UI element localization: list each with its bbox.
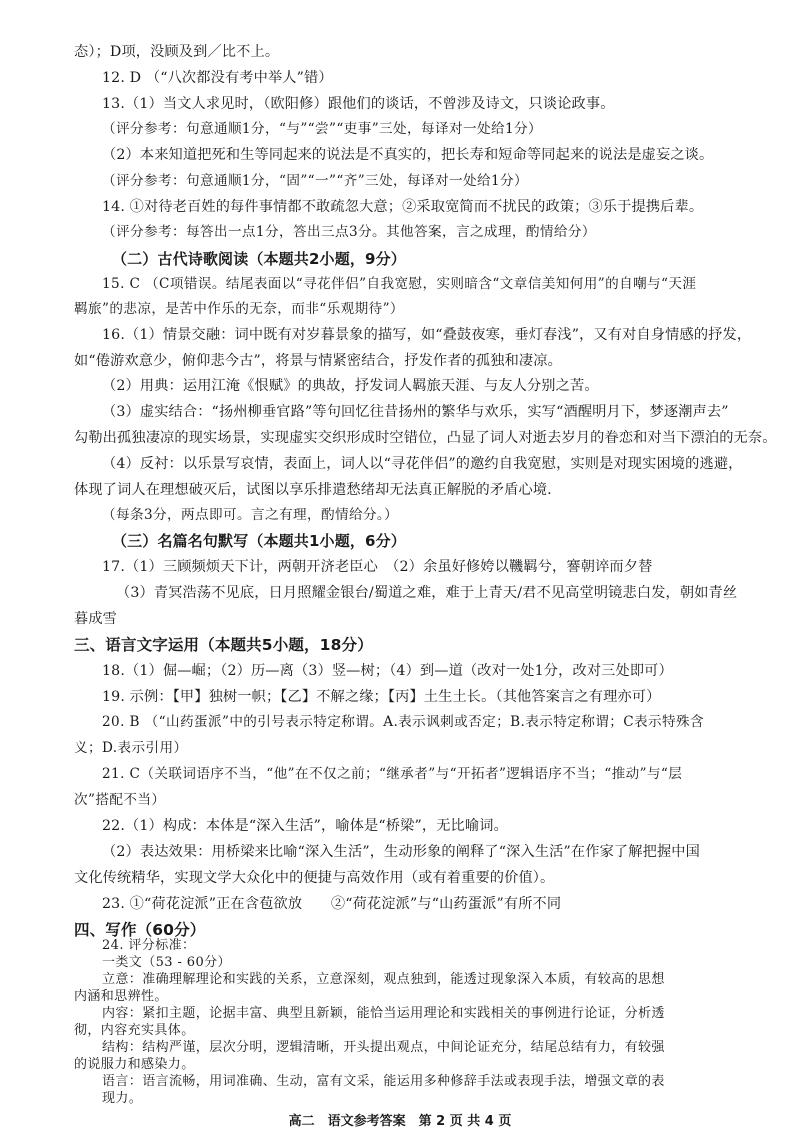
text-line: 13.（1）当文人求见时，（欧阳修）跟他们的谈话，不曾涉及诗文，只谈论政事。: [102, 96, 615, 112]
text-line: 21. C（关联词语序不当，“他”在不仅之前；“继承者”与“开拓者”逻辑语序不当；“推动”与“层: [102, 766, 683, 782]
text-line: 16.（1）情景交融：词中既有对岁暮景象的描写，如“叠鼓夜寒，垂灯春浅”，又有对自身情感的抒发，: [102, 327, 752, 343]
text-line: （3）青冥浩荡不见底，日月照耀金银台/蜀道之难，难于上青天/君不见高堂明镜悲白发，朝如青丝: [116, 585, 738, 601]
text-line: 12. D （“八次都没有考中举人”错）: [102, 70, 333, 86]
section-heading: 三、语言文字运用（本题共5小题，18分）: [74, 636, 373, 654]
text-line: 14. ①对待老百姓的每件事情都不敢疏忽大意；②采取宽简而不扰民的政策；③乐于提携后辈。: [102, 199, 704, 215]
text-line: 文化传统精华，实现文学大众化中的便捷与高效作用（或有着重要的价值）。: [74, 870, 555, 886]
text-line: 暮成雪: [74, 611, 118, 627]
text-line: 24. 评分标准：: [102, 938, 196, 953]
scoring-note: （评分参考：句意通顺1分，“固”“一”“齐”三处，每译对一处给1分）: [102, 173, 529, 189]
text-line: 15. C （C项错误。结尾表面以“寻花伴侣”自我宽慰，实则暗含“文章信美知何用”的自嘲与“天涯: [102, 276, 697, 292]
text-line: 如“倦游欢意少，俯仰悲今古”，将景与情紧密结合，抒发作者的孤独和凄凉。: [74, 353, 562, 369]
text-line: （4）反衬：以乐景写哀情，表面上，词人以“寻花伴侣”的邀约自我宽慰，实则是对现实困境的逃避，: [102, 456, 743, 472]
text-line: 的说服力和感染力。: [74, 1057, 195, 1072]
section-heading: （三）名篇名句默写（本题共1小题，6分）: [112, 532, 406, 550]
text-line: 次”搭配不当）: [74, 792, 166, 808]
text-line: 义；D.表示引用）: [74, 740, 188, 756]
section-heading: （二）古代诗歌阅读（本题共2小题，9分）: [112, 250, 406, 268]
text-line: 17.（1）三顾频烦天下计，两朝开济老臣心 （2）余虽好修姱以鞿羁兮，謇朝谇而夕替: [102, 559, 653, 575]
text-line: （3）虚实结合：“扬州柳垂官路”等句回忆往昔扬州的繁华与欢乐，实写“酒醒明月下，梦逐潮声去”: [102, 404, 729, 420]
text-line: 态）；D项，没顾及到／比不上。: [74, 44, 280, 60]
text-line: （2）用典：运用江淹《恨赋》的典故，抒发词人羁旅天涯、与友人分别之苦。: [102, 378, 599, 394]
text-line: （2）本来知道把死和生等同起来的说法是不真实的，把长寿和短命等同起来的说法是虚妄之谈。: [102, 147, 714, 163]
text-line: 19. 示例：【甲】独树一帜；【乙】不解之缘；【丙】土生土长。（其他答案言之有理亦可）: [102, 689, 661, 705]
text-line: 立意：准确理解理论和实践的关系，立意深刻，观点独到，能透过现象深入本质，有较高的思想: [102, 972, 665, 987]
text-line: （2）表达效果：用桥梁来比喻“深入生活”，生动形象的阐释了“深入生活”在作家了解把握中国: [102, 844, 700, 860]
section-heading: 四、写作（60分）: [74, 921, 206, 939]
text-line: 一类文（53 - 60分）: [102, 955, 231, 970]
scoring-note: （评分参考：句意通顺1分，“与”“尝”“吏事”三处，每译对一处给1分）: [102, 121, 543, 137]
text-line: 体现了词人在理想破灭后，试图以享乐排遣愁绪却无法真正解脱的矛盾心境.: [74, 482, 552, 498]
text-line: 勾勒出孤独凄凉的现实场景，实现虚实交织形成时空错位，凸显了词人对逝去岁月的眷恋和对当下漂泊的无奈。: [74, 430, 777, 446]
text-line: 结构：结构严谨，层次分明，逻辑清晰，开头提出观点，中间论证充分，结尾总结有力，有较强: [102, 1040, 665, 1055]
text-line: 23. ①“荷花淀派”正在含苞欲放 ②“荷花淀派”与“山药蛋派”有所不同: [102, 896, 562, 912]
text-line: 22.（1）构成：本体是“深入生活”，喻体是“桥梁”，无比喻词。: [102, 818, 508, 834]
grade-heading: 现力。: [102, 1091, 143, 1106]
scoring-note: （每条3分，两点即可。言之有理，酌情给分。）: [102, 507, 399, 523]
text-line: 语言：语言流畅，用词准确、生动，富有文采，能运用多种修辞手法或表现手法，增强文章的表: [102, 1074, 665, 1089]
text-line: 20. B （“山药蛋派”中的引号表示特定称谓。A.表示讽刺或否定；B.表示特定称谓；C表示特殊含: [102, 714, 704, 730]
text-line: 羁旅”的悲凉，是苦中作乐的无奈，而非“乐观期待”）: [74, 301, 404, 317]
page-footer: 高二 语文参考答案 第 2 页 共 4 页: [288, 1114, 512, 1129]
text-line: 内涵和思辨性。: [74, 989, 168, 1004]
text-line: 内容：紧扣主题，论据丰富、典型且新颖，能恰当运用理论和实践相关的事例进行论证，分析透: [102, 1006, 665, 1021]
text-line: 18.（1）倔—崛；（2）历—离（3）竖—树；（4）到—道（改对一处1分，改对三处即可）: [102, 663, 673, 679]
text-line: 彻，内容充实具体。: [74, 1023, 195, 1038]
scoring-note: （评分参考：每答出一点1分，答出三点3分。其他答案，言之成理，酌情给分）: [102, 224, 596, 240]
